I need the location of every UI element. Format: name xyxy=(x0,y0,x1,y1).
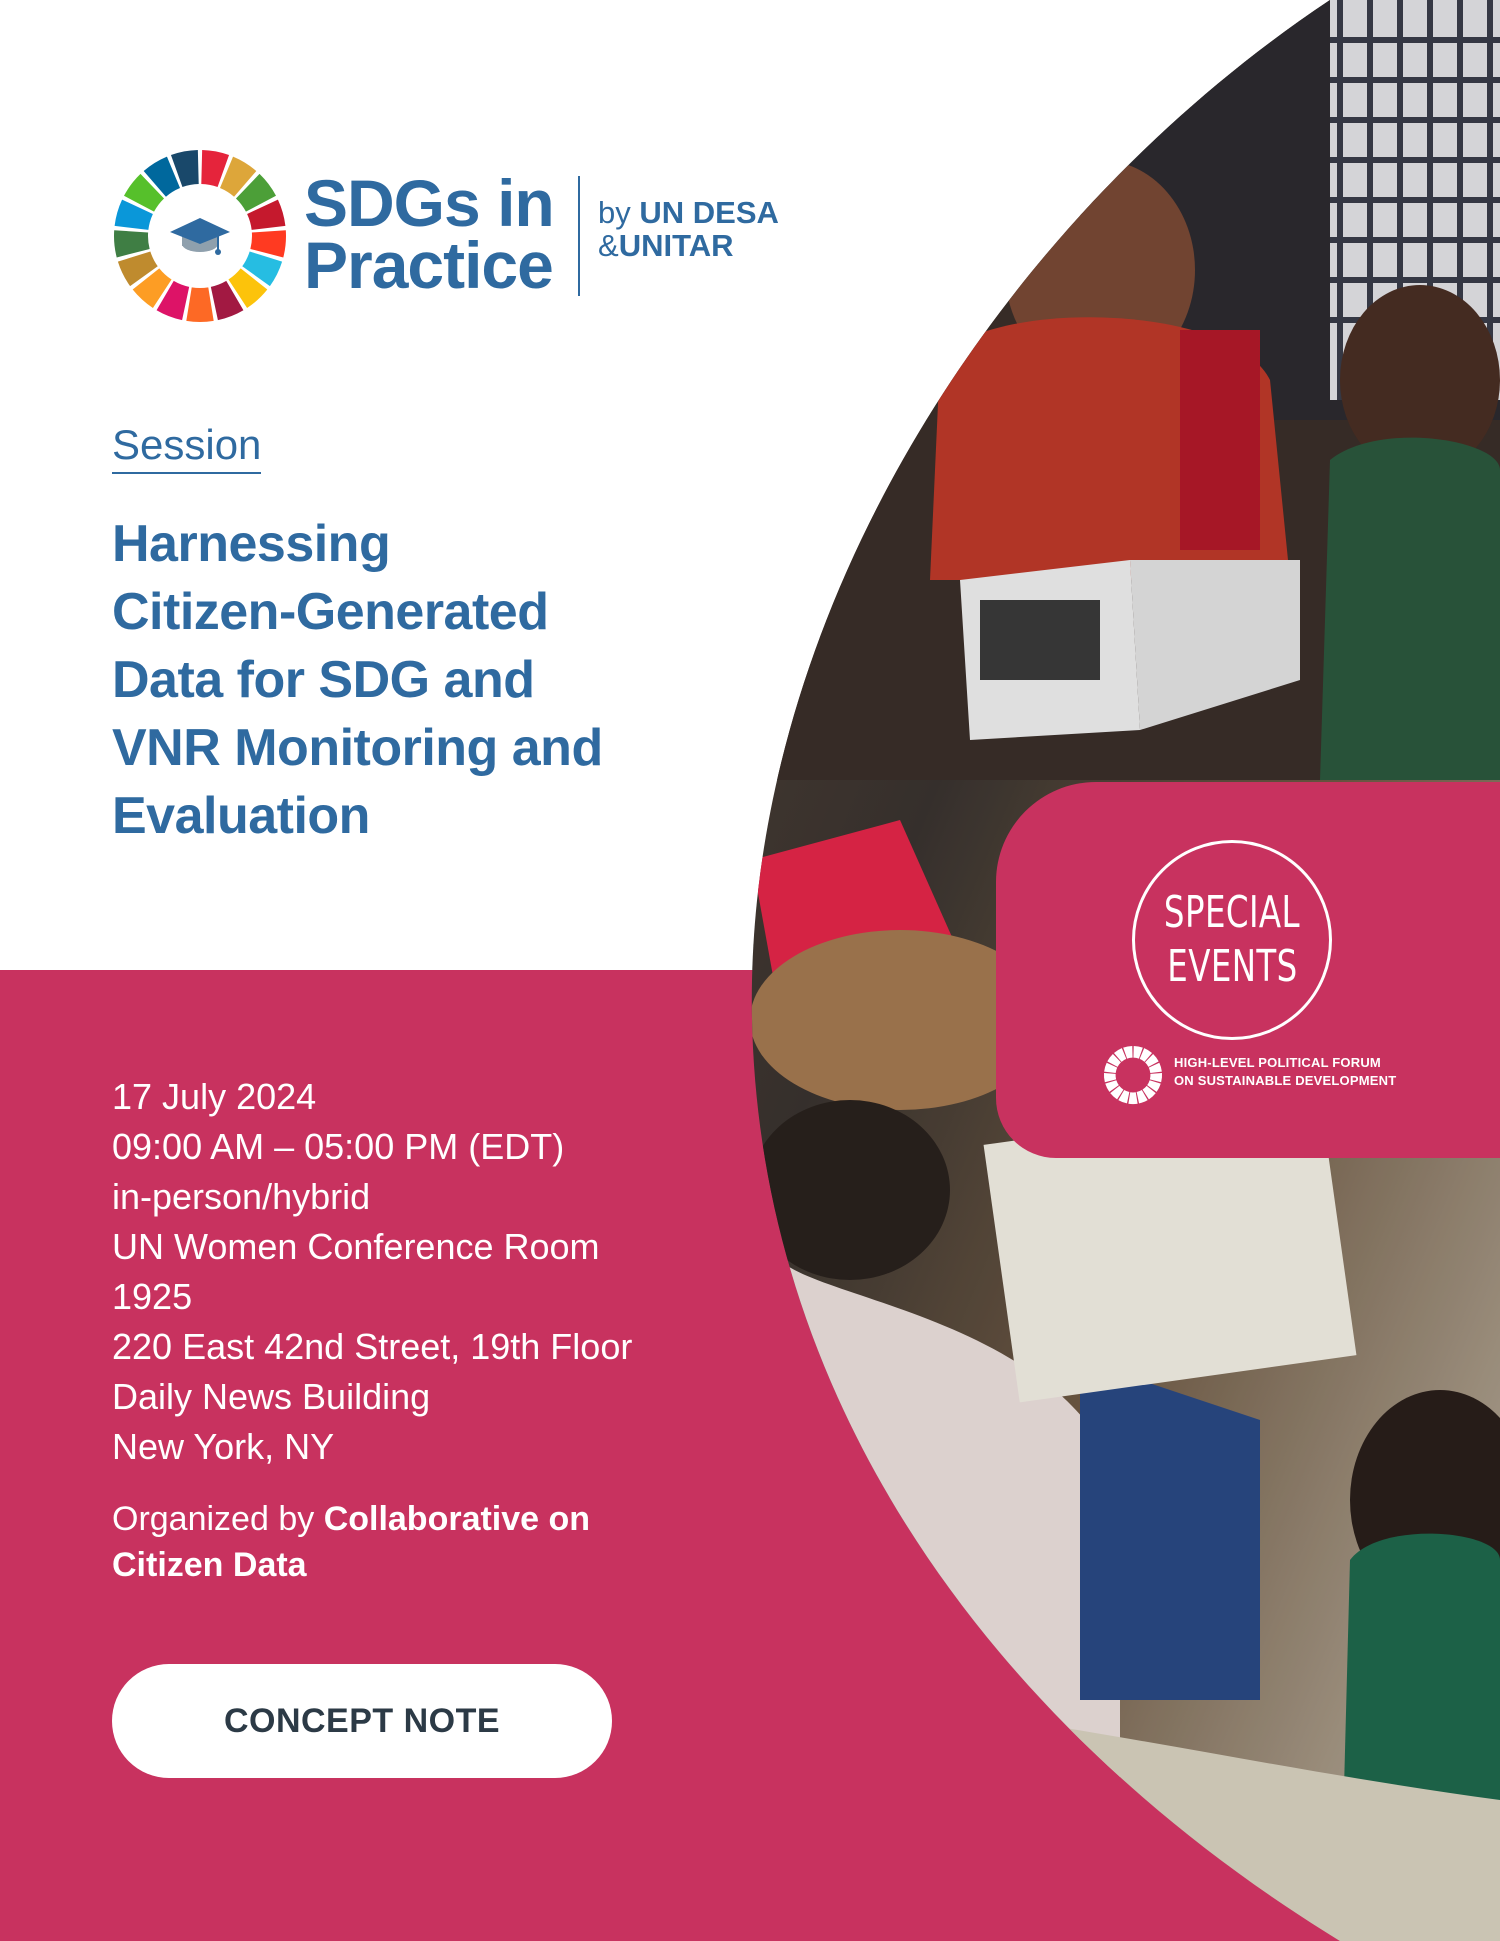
event-building: Daily News Building xyxy=(112,1376,431,1417)
logo-title-line2: Practice xyxy=(304,228,553,302)
event-room-number: 1925 xyxy=(112,1276,193,1317)
badge-line1: SPECIAL xyxy=(1163,887,1301,938)
logo-by-amp: & xyxy=(598,228,619,263)
event-time: 09:00 AM – 05:00 PM (EDT) xyxy=(112,1126,565,1167)
wheel-segment xyxy=(1128,1092,1137,1104)
event-details xyxy=(112,1072,712,1472)
sdg-wheel-icon xyxy=(1102,1044,1164,1106)
organizer-name-line2: Citizen Data xyxy=(112,1546,307,1584)
hlpf-line1: HIGH-LEVEL POLITICAL FORUM xyxy=(1174,1055,1381,1070)
logo-divider xyxy=(578,176,580,296)
graduation-cap-icon xyxy=(168,204,232,268)
hlpf-line2: ON SUSTAINABLE DEVELOPMENT xyxy=(1174,1073,1397,1088)
logo-by-prefix: by xyxy=(598,195,631,230)
session-title-line: Evaluation xyxy=(112,787,370,845)
organizer-prefix: Organized by xyxy=(112,1500,315,1538)
logo-title-line1: SDGs in xyxy=(304,166,554,240)
special-events-circle xyxy=(1132,840,1332,1040)
badge-line2: EVENTS xyxy=(1166,941,1298,992)
logo-by-org2: UNITAR xyxy=(618,228,734,263)
session-title-line: Citizen-Generated xyxy=(112,583,549,641)
session-title xyxy=(112,510,672,850)
event-format: in-person/hybrid xyxy=(112,1176,371,1217)
hlpf-label xyxy=(1174,1054,1396,1090)
logo-title xyxy=(304,166,574,302)
event-date: 17 July 2024 xyxy=(112,1076,317,1117)
event-room: UN Women Conference Room xyxy=(112,1226,600,1267)
session-title-line: VNR Monitoring and xyxy=(112,719,603,777)
session-title-line: Harnessing xyxy=(112,515,391,573)
organizer xyxy=(112,1496,632,1588)
concept-note-button[interactable]: CONCEPT NOTE xyxy=(112,1664,612,1778)
event-city: New York, NY xyxy=(112,1426,335,1467)
logo-by-org1: UN DESA xyxy=(639,195,779,230)
organizer-name-line1: Collaborative on xyxy=(323,1500,591,1538)
event-address: 220 East 42nd Street, 19th Floor xyxy=(112,1326,633,1367)
logo-byline xyxy=(598,196,779,262)
session-title-line: Data for SDG and xyxy=(112,651,535,709)
session-label: Session xyxy=(112,420,261,474)
wheel-segment xyxy=(186,287,213,322)
